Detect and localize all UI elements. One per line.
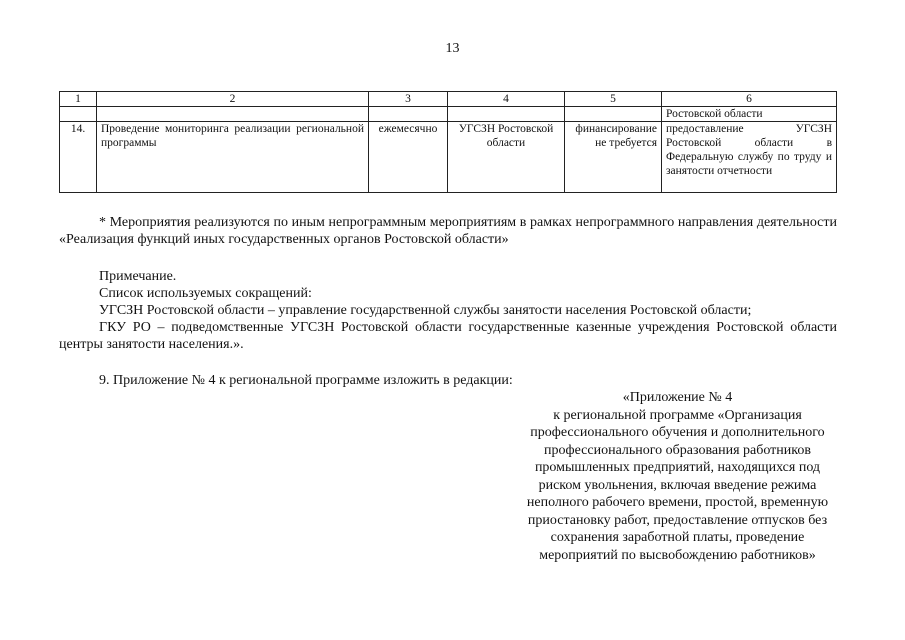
header-col-3: 3	[369, 92, 448, 107]
cell-empty	[97, 107, 369, 122]
page-number: 13	[445, 41, 460, 56]
annex-heading	[505, 389, 850, 564]
annex-line: промышленных предприятий, находящихся под	[534, 460, 821, 475]
header-col-2: 2	[97, 92, 369, 107]
cell-funding: финансирование не требуется	[565, 122, 662, 193]
cell-executor: УГСЗН Ростовской области	[448, 122, 565, 193]
cell-measure-name: Проведение мониторинга реализации региональной программы	[97, 122, 369, 193]
annex-line: к региональной программе «Организация	[553, 407, 802, 423]
cell-result: предоставление УГСЗН Ростовской области в Федеральную службу по труду и занятости отчетности	[662, 122, 837, 193]
header-col-6: 6	[662, 92, 837, 107]
note-title: Примечание.	[99, 269, 177, 284]
footnote: * Мероприятия реализуются по иным непрограммным мероприятиям в рамках непрограммного направления деятельности «Реализация функций иных государственных органов Ростовской области»	[59, 215, 837, 247]
measures-table	[59, 91, 837, 193]
annex-line: профессионального образования работников	[544, 442, 811, 458]
abbreviation-1: УГСЗН Ростовской области – управление государственной службы занятости населения Ростовской области;	[99, 303, 752, 318]
abbreviations-title: Список используемых сокращений:	[99, 286, 312, 301]
cell-empty	[565, 107, 662, 122]
annex-line: мероприятий по высвобождению работников»	[539, 547, 816, 563]
annex-line: профессионального обучения и дополнительного	[530, 425, 825, 440]
abbreviation-2: ГКУ РО – подведомственные УГСЗН Ростовской области государственные казенные учреждения Ростовской области центры занятости населения.».	[59, 320, 837, 352]
annex-line: «Приложение № 4	[622, 390, 733, 405]
cell-empty	[448, 107, 565, 122]
annex-line: сохранения заработной платы, проведение	[550, 530, 805, 545]
cell-empty	[369, 107, 448, 122]
cell-empty	[60, 107, 97, 122]
annex-line: приостановку работ, предоставление отпусков без	[527, 512, 828, 528]
header-col-1: 1	[60, 92, 97, 107]
cell-continuation: Ростовской области	[662, 107, 837, 122]
table-continuation-row	[60, 107, 837, 122]
annex-line: неполного рабочего времени, простой, временную	[526, 495, 829, 510]
header-col-4: 4	[448, 92, 565, 107]
cell-row-number: 14.	[60, 122, 97, 193]
table-row	[60, 122, 837, 193]
cell-period: ежемесячно	[369, 122, 448, 193]
item-9: 9. Приложение № 4 к региональной программе изложить в редакции:	[99, 373, 513, 388]
table-header-row	[60, 92, 837, 107]
annex-line: риском увольнения, включая введение режима	[538, 477, 817, 493]
header-col-5: 5	[565, 92, 662, 107]
